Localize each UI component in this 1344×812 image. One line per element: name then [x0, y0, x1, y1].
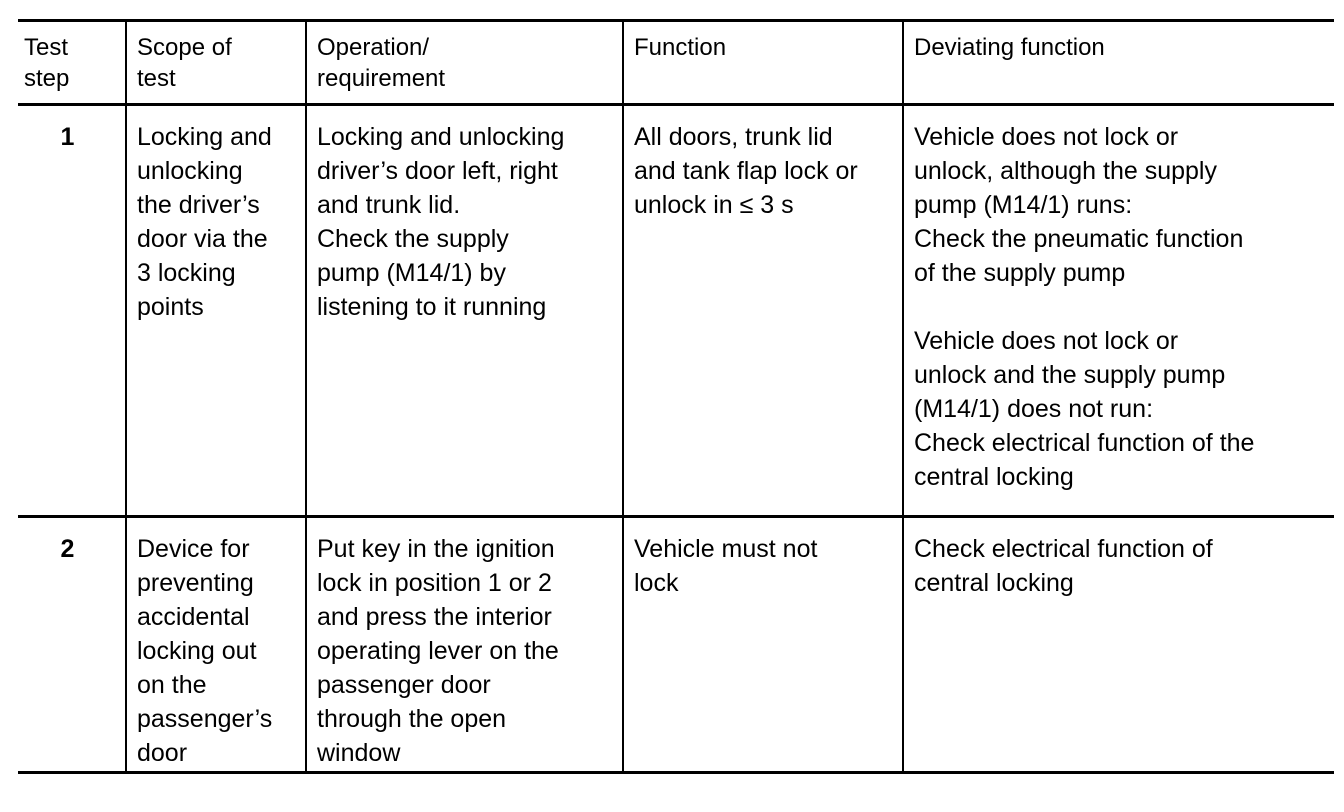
- scope-cell: [126, 105, 306, 517]
- table-row: [18, 517, 1334, 773]
- cell-text-line: Locking and: [137, 123, 272, 151]
- cell-text-line: window: [317, 739, 401, 767]
- cell-text-line: the driver’s: [137, 191, 260, 219]
- cell-text-line: Device for: [137, 535, 250, 563]
- header-text-line: Function: [634, 34, 727, 61]
- cell-text-line: 3 locking: [137, 259, 236, 287]
- cell-text-line: locking out: [137, 637, 257, 665]
- cell-text-line: Check the pneumatic function: [914, 225, 1244, 253]
- column-header-test-step: [18, 21, 126, 105]
- cell-text-line: (M14/1) does not run:: [914, 395, 1154, 423]
- cell-text-line: accidental: [137, 603, 250, 631]
- header-text-line: test: [137, 65, 176, 92]
- table-header: [18, 21, 1334, 105]
- deviating-function-cell: [903, 105, 1334, 517]
- cell-text-line: pump (M14/1) by: [317, 259, 506, 287]
- column-header-function: [623, 21, 903, 105]
- cell-text-line: central locking: [914, 569, 1074, 597]
- scope-cell: [126, 517, 306, 773]
- cell-text-line: pump (M14/1) runs:: [914, 191, 1133, 219]
- table-row: [18, 105, 1334, 517]
- cell-text-line: listening to it running: [317, 293, 547, 321]
- cell-text-line: Check the supply: [317, 225, 509, 253]
- cell-text-line: Vehicle does not lock or: [914, 123, 1179, 151]
- cell-text-line: passenger door: [317, 671, 491, 699]
- cell-text-line: and tank flap lock or: [634, 157, 858, 185]
- cell-text-line: through the open: [317, 705, 507, 733]
- cell-text-line: points: [137, 293, 204, 321]
- header-row: [18, 21, 1334, 105]
- operation-cell: [306, 105, 623, 517]
- header-text-line: Scope of: [137, 34, 232, 61]
- cell-text-line: Locking and unlocking: [317, 123, 565, 151]
- header-text-line: requirement: [317, 65, 446, 92]
- operation-cell: [306, 517, 623, 773]
- cell-text-line: and trunk lid.: [317, 191, 461, 219]
- cell-text-line: unlock and the supply pump: [914, 361, 1226, 389]
- function-cell: [623, 105, 903, 517]
- cell-text-line: unlock in ≤ 3 s: [634, 191, 794, 219]
- cell-text-line: on the: [137, 671, 207, 699]
- cell-text-line: central locking: [914, 463, 1074, 491]
- cell-text-line: door via the: [137, 225, 268, 253]
- test-procedure-table: [18, 19, 1334, 774]
- cell-text-line: lock in position 1 or 2: [317, 569, 552, 597]
- header-text-line: Deviating function: [914, 34, 1105, 61]
- cell-text-line: Check electrical function of: [914, 535, 1213, 563]
- function-cell: [623, 517, 903, 773]
- column-header-scope: [126, 21, 306, 105]
- cell-text-line: operating lever on the: [317, 637, 559, 665]
- column-header-deviating-function: [903, 21, 1334, 105]
- test-step-cell: 2: [60, 535, 75, 563]
- cell-text-line: of the supply pump: [914, 259, 1126, 287]
- cell-text-line: All doors, trunk lid: [634, 123, 833, 151]
- cell-text-line: lock: [634, 569, 679, 597]
- column-header-operation: [306, 21, 623, 105]
- header-text-line: Test: [24, 34, 69, 61]
- header-text-line: Operation/: [317, 34, 430, 61]
- cell-text-line: Put key in the ignition: [317, 535, 555, 563]
- cell-text-line: door: [137, 739, 188, 767]
- cell-text-line: and press the interior: [317, 603, 552, 631]
- cell-text-line: Vehicle must not: [634, 535, 818, 563]
- test-step-cell: 1: [60, 123, 75, 151]
- cell-text-line: preventing: [137, 569, 254, 597]
- header-text-line: step: [24, 65, 70, 92]
- deviating-function-cell: [903, 517, 1334, 773]
- cell-text-line: passenger’s: [137, 705, 273, 733]
- cell-text-line: unlocking: [137, 157, 243, 185]
- cell-text-line: unlock, although the supply: [914, 157, 1217, 185]
- cell-text-line: Vehicle does not lock or: [914, 327, 1179, 355]
- table-body: [18, 105, 1334, 773]
- paragraph-gap: [914, 290, 1326, 324]
- cell-text-line: Check electrical function of the: [914, 429, 1255, 457]
- cell-text-line: driver’s door left, right: [317, 157, 558, 185]
